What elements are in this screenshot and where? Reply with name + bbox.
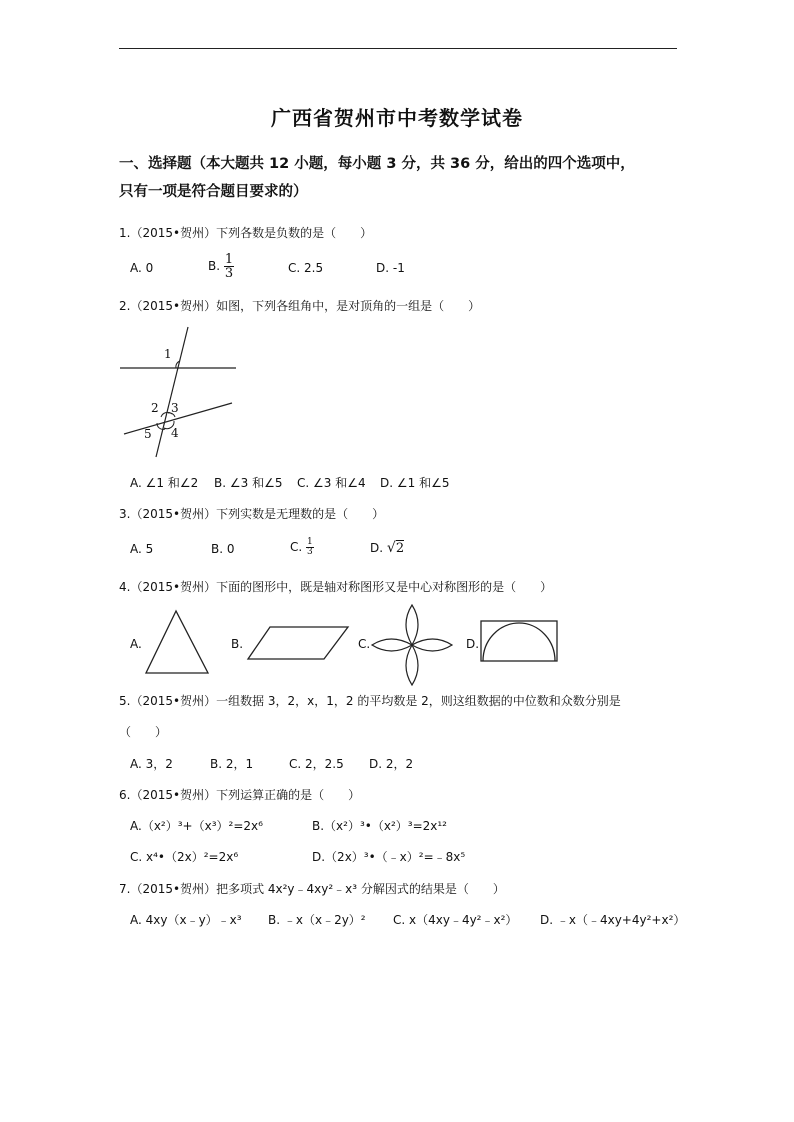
question-5-option-a: A. 3，2 [130,757,173,771]
petal-left [372,639,412,651]
section-heading-line2: 只有一项是符合题目要求的） [119,184,308,200]
question-5-option-b: B. 2，1 [210,757,254,771]
rectangle [481,621,557,661]
question-5-stem-line2: （ ） [119,725,168,739]
question-4-option-b: B. [231,637,244,651]
question-2-option-c: C. ∠3 和∠4 [297,476,366,490]
parallelogram [248,627,348,659]
parallelogram-shape [246,625,350,661]
angle-label-5: 5 [144,427,152,441]
page-title: 广西省贺州市中考数学试卷 [271,106,523,130]
section-heading-line1: 一、选择题（本大题共 12 小题，每小题 3 分，共 36 分，给出的四个选项中， [119,156,635,172]
question-1-option-a: A. 0 [130,261,154,275]
question-6-option-a: A.（x²）³+（x³）²=2x⁶ [130,819,263,833]
petal-top [406,605,418,645]
question-2-option-b: B. ∠3 和∠5 [214,476,283,490]
question-6-option-c: C. x⁴•（2x）²=2x⁶ [130,850,239,864]
header-rule [119,48,677,49]
fraction-numerator: 1 [224,252,234,267]
question-4-option-d: D. [466,637,480,651]
question-4-option-c: C. [358,637,371,651]
four-petal-shape [371,604,453,686]
option-d-label: D. [370,541,384,555]
question-1-option-b [208,253,234,280]
question-6-stem: 6.（2015•贺州）下列运算正确的是（ ） [119,788,361,802]
intersecting-lines-figure [118,325,238,460]
question-7-option-d: D. ﹣x（﹣4xy+4y²+x²） [540,913,686,927]
question-2-stem: 2.（2015•贺州）如图，下列各组角中，是对顶角的一组是（ ） [119,299,481,313]
question-7-option-b: B. ﹣x（x﹣2y）² [268,913,366,927]
fraction-denominator: 3 [224,266,234,281]
petal-bottom [406,645,418,685]
angle-label-2: 2 [151,401,159,415]
question-1-option-d: D. -1 [376,261,405,275]
question-4-stem: 4.（2015•贺州）下面的图形中，既是轴对称图形又是中心对称图形的是（ ） [119,580,553,594]
question-2-option-a: A. ∠1 和∠2 [130,476,199,490]
question-3-option-a: A. 5 [130,542,154,556]
radical-sign: √ [386,540,396,556]
option-b-label: B. [208,259,221,273]
question-4-option-a: A. [130,637,142,651]
question-5-option-c: C. 2，2.5 [289,757,344,771]
question-1-stem: 1.（2015•贺州）下列各数是负数的是（ ） [119,226,373,240]
fraction-one-third [306,538,314,557]
option-c-label: C. [290,540,303,554]
rectangle-semicircle-shape [480,620,558,662]
fraction-denominator: 3 [307,547,313,557]
question-7-option-c: C. x（4xy﹣4y²﹣x²） [393,913,518,927]
question-3-option-d [370,540,404,556]
petal-right [412,639,452,651]
question-6-option-b: B.（x²）³•（x²）³=2x¹² [312,819,447,833]
fraction-numerator: 1 [307,537,313,547]
question-5-option-d: D. 2，2 [369,757,414,771]
question-7-option-a: A. 4xy（x﹣y）﹣x³ [130,913,242,927]
question-7-stem: 7.（2015•贺州）把多项式 4x²y﹣4xy²﹣x³ 分解因式的结果是（ ） [119,882,505,896]
fraction-one-third [224,253,234,280]
question-1-option-c: C. 2.5 [288,261,324,275]
angle-label-1: 1 [164,347,172,361]
semicircle [483,623,555,661]
question-6-option-d: D.（2x）³•（﹣x）²=﹣8x⁵ [312,850,466,864]
angle-label-3: 3 [171,401,179,415]
radicand: 2 [395,541,405,556]
triangle-shape [144,609,210,675]
question-5-stem-line1: 5.（2015•贺州）一组数据 3，2，x，1，2 的平均数是 2，则这组数据的中位数和众数分别是 [119,694,621,708]
equilateral-triangle [146,611,208,673]
angle-label-4: 4 [171,426,179,440]
question-2-option-d: D. ∠1 和∠5 [380,476,450,490]
question-3-stem: 3.（2015•贺州）下列实数是无理数的是（ ） [119,507,385,521]
question-3-option-c [290,538,314,557]
question-3-option-b: B. 0 [211,542,235,556]
